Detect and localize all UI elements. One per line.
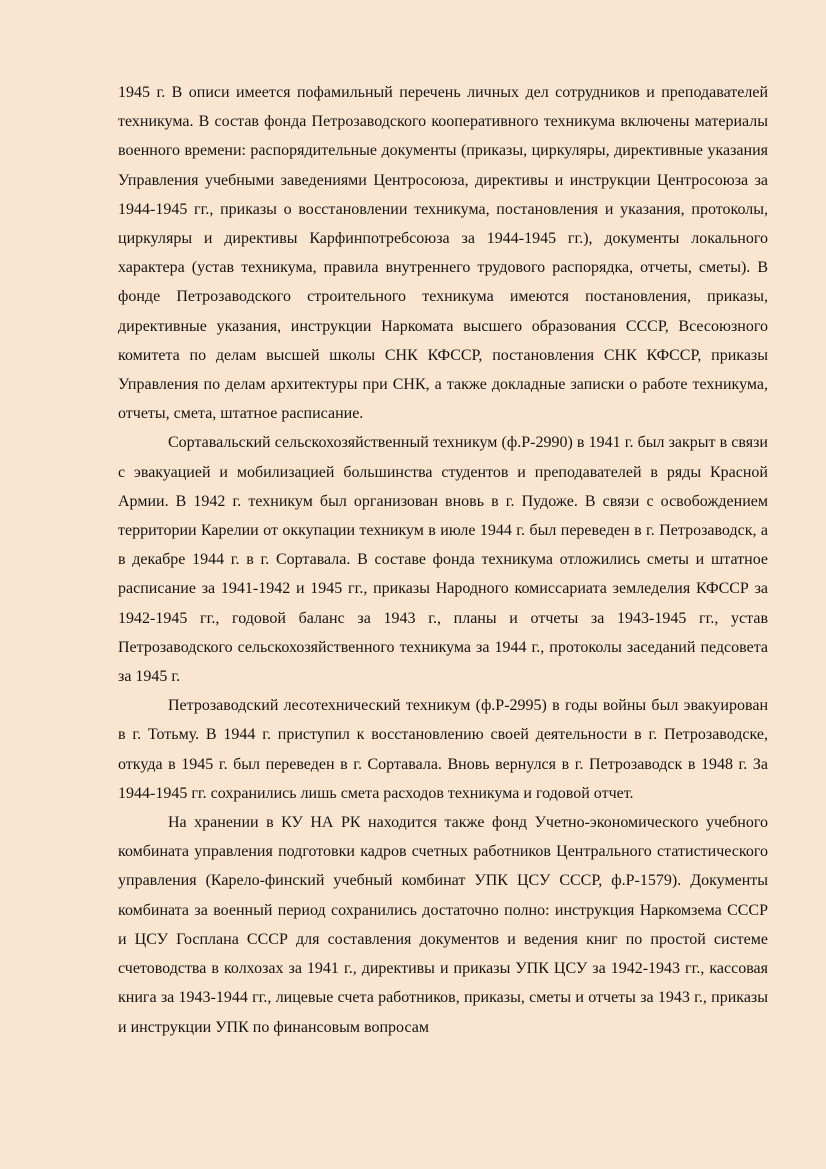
- paragraph-forestry-technikum: Петрозаводский лесотехнический техникум (ф.Р-2995) в годы войны был эвакуирован в г. Тотьму. В 1944 г. приступил к восстановлению своей деятельности в г. Петрозаводске, откуда в 1945 г. был переведен в г. Сортавала. Вновь вернулся в г. Петрозаводск в 1948 г. За 1944-1945 гг. сохранились лишь смета расходов техникума и годовой отчет.: [118, 697, 768, 802]
- paragraph-sortavala-agricultural-technikum: Сортавальский сельскохозяйственный техникум (ф.Р-2990) в 1941 г. был закрыт в связи с эвакуацией и мобилизацией большинства студентов и преподавателей в ряды Красной Армии. В 1942 г. техникум был организован вновь в г. Пудоже. В связи с освобождением территории Карелии от оккупации техникум в июле 1944 г. был переведен в г. Петрозаводск, а в декабре 1944 г. в г. Сортавала. В составе фонда техникума отложились сметы и штатное расписание за 1941-1942 и 1945 гг., приказы Народного комиссариата земледелия КФССР за 1942-1945 гг., годовой баланс за 1943 г., планы и отчеты за 1943-1945 гг., устав Петрозаводского сельскохозяйственного техникума за 1944 г., протоколы заседаний педсовета за 1945 г.: [118, 434, 768, 686]
- paragraph-accounting-training-complex: На хранении в КУ НА РК находится также фонд Учетно-экономического учебного комбината управления подготовки кадров счетных работников Центрального статистического управления (Карело-финский учебный комбинат УПК ЦСУ СССР, ф.Р-1579). Документы комбината за военный период сохранились достаточно полно: инструкция Наркомзема СССР и ЦСУ Госплана СССР для составления документов и ведения книг по простой системе счетоводства в колхозах за 1941 г., директивы и приказы УПК ЦСУ за 1942-1943 гг., кассовая книга за 1943-1944 гг., лицевые счета работников, приказы, сметы и отчеты за 1943 г., приказы и инструкции УПК по финансовым вопросам: [118, 814, 768, 1036]
- paragraph-cooperative-construction-technikums: 1945 г. В описи имеется пофамильный перечень личных дел сотрудников и преподавателей техникума. В состав фонда Петрозаводского кооперативного техникума включены материалы военного времени: распорядительные документы (приказы, циркуляры, директивные указания Управления учебными заведениями Центросоюза, директивы и инструкции Центросоюза за 1944-1945 гг., приказы о восстановлении техникума, постановления и указания, протоколы, циркуляры и директивы Карфинпотребсоюза за 1944-1945 гг.), документы локального характера (устав техникума, правила внутреннего трудового распорядка, отчеты, сметы). В фонде Петрозаводского строительного техникума имеются постановления, приказы, директивные указания, инструкции Наркомата высшего образования СССР, Всесоюзного комитета по делам высшей школы СНК КФССР, постановления СНК КФССР, приказы Управления по делам архитектуры при СНК, а также докладные записки о работе техникума, отчеты, смета, штатное расписание.: [118, 84, 768, 423]
- document-page: [118, 78, 768, 1042]
